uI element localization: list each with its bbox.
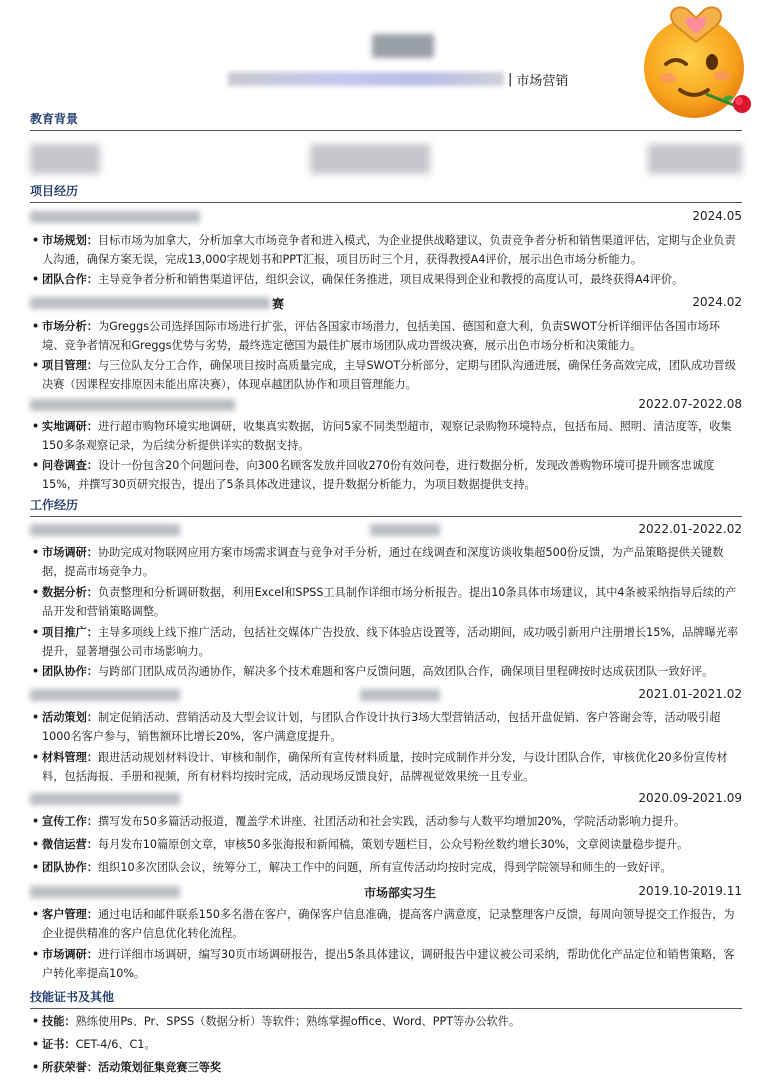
section-skills bbox=[30, 990, 742, 1009]
contact-separator: | bbox=[508, 71, 513, 87]
work-date: 2020.09-2021.09 bbox=[638, 791, 742, 805]
work-entry-header bbox=[30, 790, 742, 808]
project-date: 2022.07-2022.08 bbox=[638, 397, 742, 411]
company-redacted bbox=[30, 793, 180, 805]
project-entry-header bbox=[30, 396, 742, 414]
section-projects bbox=[30, 184, 742, 203]
contact-redacted bbox=[228, 72, 504, 86]
section-work bbox=[30, 498, 742, 517]
project-bullet: • 市场分析：为Greggs公司选择国际市场进行扩张，评估各国家市场潜力，包括美国、德国和意大利，负责SWOT分析详细评估各国市场环境、竞争者情况和Greggs优势与劣势，最终选定德国为最佳扩展市场团队成功晋级决赛，展示出色市场分析和决策能力。 bbox=[32, 320, 720, 352]
winking-emoji-heart-rose-icon bbox=[636, 4, 758, 126]
project-date: 2024.02 bbox=[692, 295, 742, 309]
work-bullet: • 数据分析：负责整理和分析调研数据，利用Excel和SPSS工具制作详细市场分析报告。提出10条具体市场建议，其中4条被采纳指导后续的产品开发和营销策略调整。 bbox=[32, 586, 737, 618]
project-bullet: • 实地调研：进行超市购物环境实地调研，收集真实数据，访问5家不同类型超市，观察记录购物环境特点，包括布局、照明、清洁度等，收集150多条观察记录，为后续分析提供详实的数据支持。 bbox=[32, 420, 732, 452]
project-title-redacted bbox=[30, 297, 270, 309]
section-title-skills: 技能证书及其他 bbox=[30, 990, 115, 1004]
target-role: 市场营销 bbox=[516, 73, 569, 89]
work-role: 市场部实习生 bbox=[364, 886, 437, 900]
name-redacted bbox=[372, 34, 434, 58]
work-role-redacted bbox=[370, 524, 440, 536]
education-degree-redacted bbox=[648, 144, 742, 174]
work-bullet: • 团队协作：组织10多次团队会议，统筹分工，解决工作中的问题，所有宣传活动均按时完成，得到学院领导和师生的一致好评。 bbox=[32, 861, 672, 874]
project-bullet: • 团队合作：主导竞争者分析和销售渠道评估，组织会议，确保任务推进，项目成果得到企业和教授的高度认可，最终获得A4评价。 bbox=[32, 273, 684, 286]
work-bullet: • 微信运营：每月发布10篇原创文章，审核50多张海报和新闻稿，策划专题栏目，公众号粉丝数约增长30%，文章阅读量稳步提升。 bbox=[32, 838, 689, 851]
skills-bullet: • 技能：熟练使用Ps、Pr、SPSS（数据分析）等软件；熟练掌握office、Word、PPT等办公软件。 bbox=[32, 1015, 521, 1028]
work-date: 2019.10-2019.11 bbox=[638, 884, 742, 898]
work-bullet: • 客户管理：通过电话和邮件联系150多名潜在客户，确保客户信息准确，提高客户满意度，记录整理客户反馈，每周向领导提交工作报告，为企业提供精准的客户信息优化转化流程。 bbox=[32, 908, 735, 940]
company-redacted bbox=[30, 886, 180, 898]
project-date: 2024.05 bbox=[692, 209, 742, 223]
project-entry-header bbox=[30, 208, 742, 226]
project-bullet: • 项目管理：与三位队友分工合作，确保项目按时高质量完成，主导SWOT分析部分，定期与团队沟通进展，确保任务高效完成，团队成功晋级决赛（因课程安排原因未能出席决赛），体现卓越团队协作和项目管理能力。 bbox=[32, 359, 736, 391]
company-redacted bbox=[30, 689, 180, 701]
section-title-education: 教育背景 bbox=[30, 112, 79, 126]
work-bullet: • 市场调研：进行详细市场调研，编写30页市场调研报告，提出5条具体建议，调研报告中建议被公司采纳，帮助优化产品定位和销售策略，客户转化率提高10%。 bbox=[32, 948, 735, 980]
work-entry-header bbox=[30, 686, 742, 704]
contact-line bbox=[228, 69, 568, 89]
project-bullet: • 市场规划：目标市场为加拿大，分析加拿大市场竞争者和进入模式，为企业提供战略建议，负责竞争者分析和销售渠道评估，定期与企业负责人沟通，确保方案无误，完成13,000字规划书和PPT汇报，项目历时三个月，获得教授A4评价，展示出色市场分析能力。 bbox=[32, 234, 736, 266]
project-title-suffix: 赛 bbox=[272, 297, 285, 311]
project-title-redacted bbox=[30, 211, 200, 223]
project-title-redacted bbox=[30, 399, 235, 411]
work-entry-header bbox=[30, 883, 742, 901]
work-bullet: • 市场调研：协助完成对物联网应用方案市场需求调查与竞争对手分析，通过在线调查和深度访谈收集超500份反馈，为产品策略提供关键数据，提高市场竞争力。 bbox=[32, 546, 724, 578]
work-bullet: • 项目推广：主导多项线上线下推广活动，包括社交媒体广告投放、线下体验店设置等，活动期间，成功吸引新用户注册增长15%，品牌曝光率提升，显著增强公司市场影响力。 bbox=[32, 626, 739, 658]
section-education bbox=[30, 112, 742, 131]
work-bullet: • 宣传工作：撰写发布50多篇活动报道，覆盖学术讲座、社团活动和社会实践，活动参与人数平均增加20%，学院活动影响力提升。 bbox=[32, 815, 686, 828]
section-divider bbox=[30, 516, 742, 517]
section-divider bbox=[30, 202, 742, 203]
work-role-redacted bbox=[360, 689, 440, 701]
education-date-redacted bbox=[30, 144, 100, 174]
section-divider bbox=[30, 130, 742, 131]
work-entry-header bbox=[30, 521, 742, 539]
work-bullet: • 材料管理：跟进活动规划材料设计、审核和制作，确保所有宣传材料质量，按时完成制作并分发，与设计团队合作，审核优化20多份宣传材料，包括海报、手册和视频，所有材料均按时完成，活动现场反馈良好，品牌视觉效果统一且专业。 bbox=[32, 751, 728, 783]
project-bullet: • 问卷调查：设计一份包含20个问题问卷，向300名顾客发放并回收270份有效问卷，进行数据分析，发现改善购物环境可提升顾客忠诚度15%，并撰写30页研究报告，提出了5条具体改进建议，提升数据分析能力，为项目数据提供支持。 bbox=[32, 459, 715, 491]
work-bullet: • 团队协作：与跨部门团队成员沟通协作，解决多个技术难题和客户反馈问题，高效团队合作，确保项目里程碑按时达成获团队一致好评。 bbox=[32, 665, 714, 678]
section-divider bbox=[30, 1008, 742, 1009]
work-bullet: • 活动策划：制定促销活动、营销活动及大型会议计划，与团队合作设计执行3场大型营销活动，包括开盘促销、客户答谢会等，活动吸引超1000名客户参与，销售额环比增长20%，客户满意度提升。 bbox=[32, 711, 721, 743]
honors-bullet: • 所获荣誉：活动策划征集竞赛三等奖 bbox=[32, 1061, 222, 1074]
section-title-work: 工作经历 bbox=[30, 498, 79, 512]
education-school-redacted bbox=[310, 144, 430, 174]
work-date: 2022.01-2022.02 bbox=[638, 522, 742, 536]
section-title-projects: 项目经历 bbox=[30, 184, 79, 198]
company-redacted bbox=[30, 524, 180, 536]
certificates-bullet: • 证书：CET-4/6、C1。 bbox=[32, 1038, 156, 1051]
work-date: 2021.01-2021.02 bbox=[638, 687, 742, 701]
project-entry-header bbox=[30, 294, 742, 312]
